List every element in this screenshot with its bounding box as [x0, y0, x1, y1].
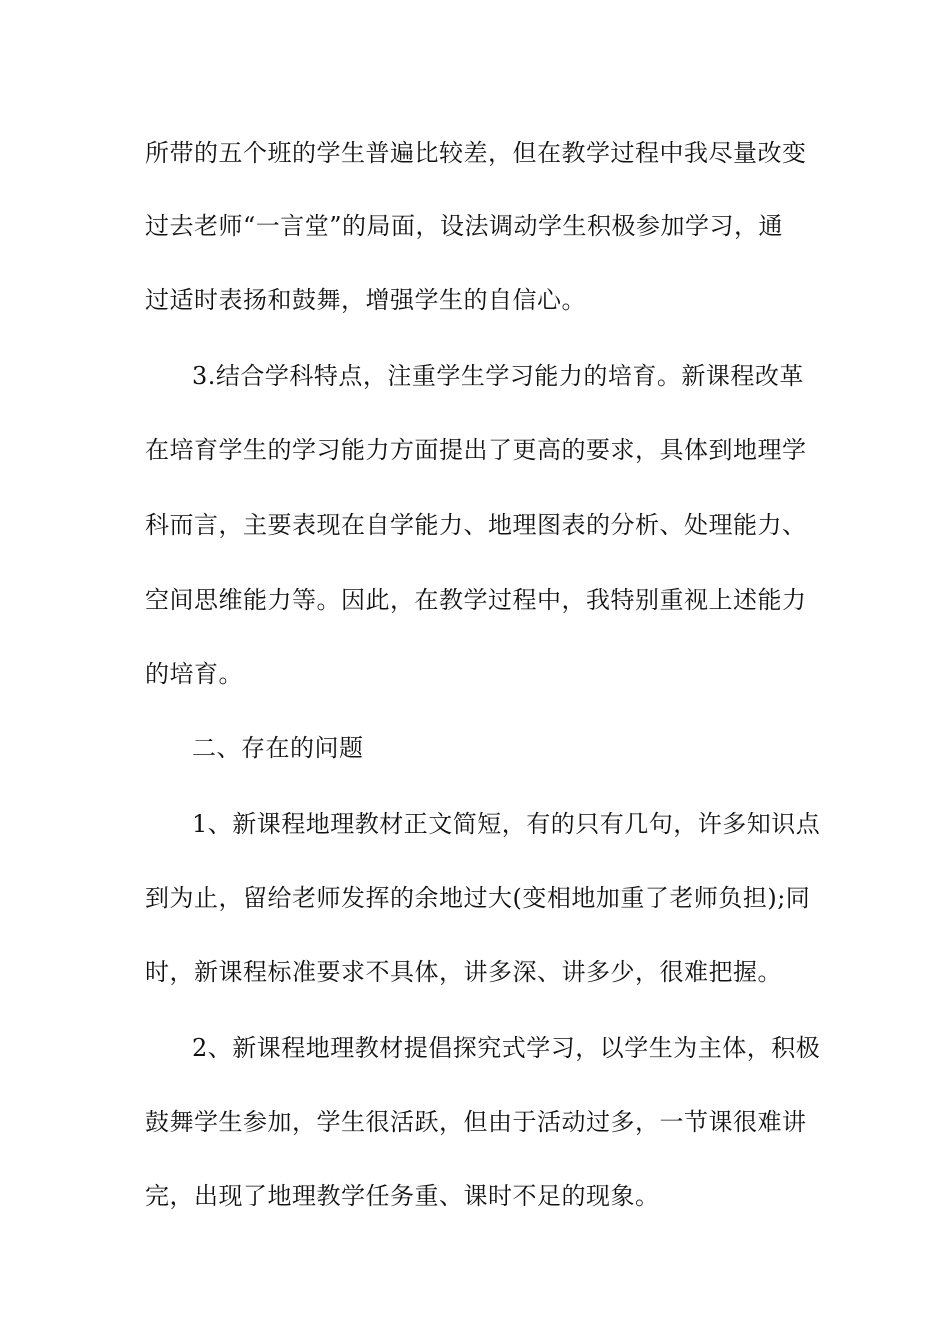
text-line: 在培育学生的学习能力方面提出了更高的要求，具体到地理学: [145, 436, 807, 464]
section-heading: 二、存在的问题: [192, 734, 364, 762]
paragraph-start-line: 1、新课程地理教材正文简短，有的只有几句，许多知识点: [192, 810, 821, 838]
text-line: 的培育。: [145, 660, 243, 688]
text-line: 鼓舞学生参加，学生很活跃，但由于活动过多，一节课很难讲: [145, 1108, 807, 1136]
text-line: 过适时表扬和鼓舞，增强学生的自信心。: [145, 286, 586, 314]
text-line: 空间思维能力等。因此，在教学过程中，我特别重视上述能力: [145, 586, 807, 614]
paragraph-start-line: 2、新课程地理教材提倡探究式学习，以学生为主体，积极: [192, 1034, 821, 1062]
text-line: 完，出现了地理教学任务重、课时不足的现象。: [145, 1182, 660, 1210]
text-line: 科而言，主要表现在自学能力、地理图表的分析、处理能力、: [145, 511, 807, 539]
text-line: 所带的五个班的学生普遍比较差，但在教学过程中我尽量改变: [145, 139, 807, 167]
text-line: 过去老师“一言堂”的局面，设法调动学生积极参加学习，通: [145, 212, 784, 240]
text-line: 时，新课程标准要求不具体，讲多深、讲多少，很难把握。: [145, 958, 782, 986]
text-line: 到为止，留给老师发挥的余地过大(变相地加重了老师负担);同: [145, 884, 811, 912]
paragraph-start-line: 3.结合学科特点，注重学生学习能力的培育。新课程改革: [192, 362, 804, 390]
